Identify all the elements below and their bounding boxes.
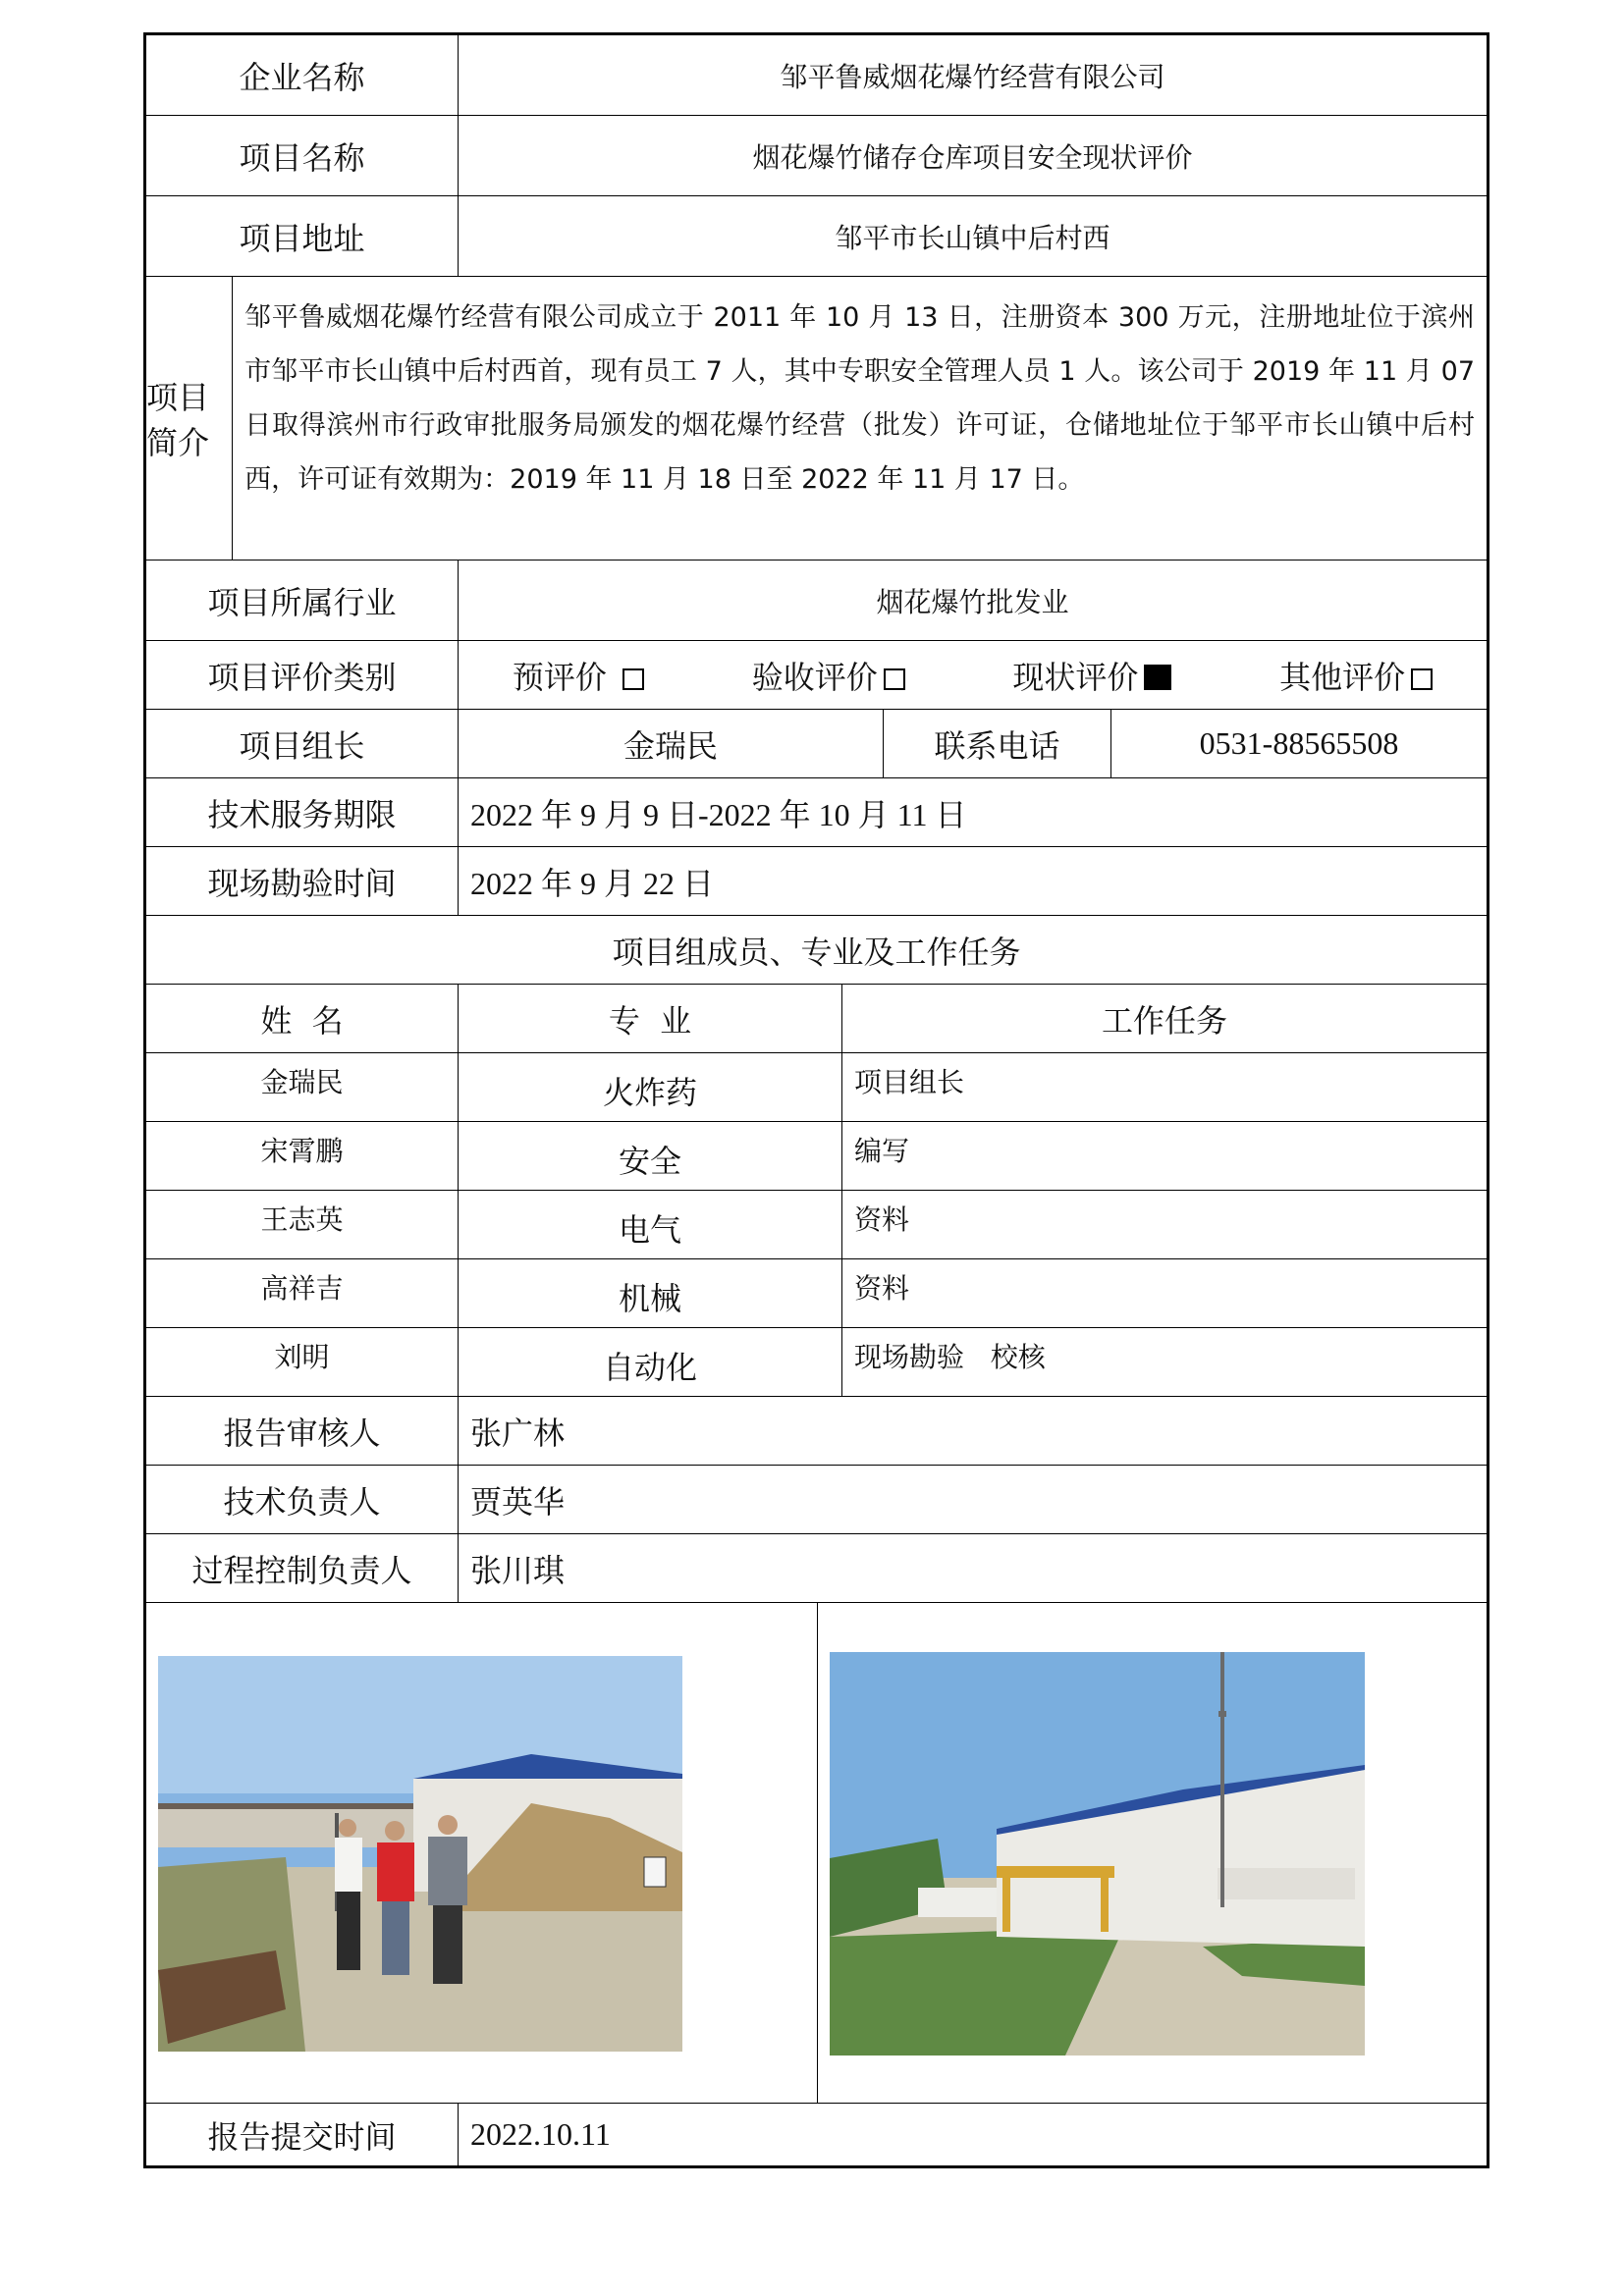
table-row: [146, 1052, 1487, 1121]
survey-value: 2022 年 9 月 22 日: [458, 847, 1487, 915]
table-row: [146, 1190, 1487, 1258]
photo-cell-right: [817, 1603, 1487, 2103]
member-task: 现场勘验 校核: [841, 1328, 1487, 1396]
checkbox-empty-icon[interactable]: [1411, 668, 1433, 690]
leader-value: 金瑞民: [458, 710, 883, 777]
submit-value: 2022.10.11: [458, 2104, 1487, 2165]
phone-label: 联系电话: [883, 710, 1110, 777]
header-profession: 专 业: [458, 985, 841, 1052]
tech-lead-label: 技术负责人: [223, 1482, 381, 1521]
member-profession: 安全: [458, 1122, 841, 1190]
member-task: 资料: [841, 1191, 1487, 1258]
table-row: [146, 1121, 1487, 1190]
member-name: 金瑞民: [260, 1066, 344, 1098]
checkbox-empty-icon[interactable]: [884, 668, 905, 690]
members-title: 项目组成员、专业及工作任务: [612, 933, 1021, 971]
row-reviewer: [146, 1396, 1487, 1465]
row-company: [146, 35, 1487, 115]
option-pre-eval[interactable]: 预评价: [513, 653, 644, 698]
checkbox-filled-icon[interactable]: [1144, 665, 1171, 690]
member-name: 高祥吉: [260, 1272, 344, 1305]
table-row: [146, 1327, 1487, 1396]
row-members-title: [146, 915, 1487, 984]
reviewer-label: 报告审核人: [223, 1414, 381, 1452]
member-profession: 自动化: [458, 1328, 841, 1396]
checkbox-empty-icon[interactable]: [623, 668, 644, 690]
row-survey: [146, 846, 1487, 915]
member-profession: 机械: [458, 1259, 841, 1327]
project-label: 项目名称: [239, 138, 365, 177]
process-control-label: 过程控制负责人: [191, 1551, 412, 1589]
evaluation-info-table: [143, 32, 1489, 2168]
site-photo-warehouse: [830, 1652, 1365, 2056]
member-task: 项目组长: [841, 1053, 1487, 1121]
member-task: 编写: [841, 1122, 1487, 1190]
company-value: 邹平鲁威烟花爆竹经营有限公司: [458, 35, 1487, 115]
row-tech-lead: [146, 1465, 1487, 1533]
member-profession: 火炸药: [458, 1053, 841, 1121]
row-intro: [146, 276, 1487, 560]
row-members-header: [146, 984, 1487, 1052]
process-control-value: 张川琪: [458, 1534, 1487, 1602]
eval-type-label: 项目评价类别: [207, 658, 397, 696]
row-address: [146, 195, 1487, 276]
member-profession: 电气: [458, 1191, 841, 1258]
period-label: 技术服务期限: [207, 795, 397, 833]
address-value: 邹平市长山镇中后村西: [458, 196, 1487, 276]
survey-label: 现场勘验时间: [207, 864, 397, 902]
eval-type-options: [458, 641, 1487, 709]
industry-value: 烟花爆竹批发业: [458, 561, 1487, 640]
table-row: [146, 1258, 1487, 1327]
submit-label: 报告提交时间: [207, 2117, 397, 2156]
leader-label: 项目组长: [239, 726, 365, 765]
row-leader: [146, 709, 1487, 777]
member-task: 资料: [841, 1259, 1487, 1327]
row-process-control: [146, 1533, 1487, 1602]
option-other-eval[interactable]: 其他评价: [1279, 653, 1433, 698]
row-eval-type: [146, 640, 1487, 709]
row-submit: [146, 2103, 1487, 2165]
project-value: 烟花爆竹储存仓库项目安全现状评价: [458, 116, 1487, 195]
row-project: [146, 115, 1487, 195]
row-photos: [146, 1602, 1487, 2103]
intro-text: 邹平鲁威烟花爆竹经营有限公司成立于 2011 年 10 月 13 日，注册资本 300 万元，注册地址位于滨州市邹平市长山镇中后村西首，现有员工 7 人，其中专职安全管理人员 1 人。该公司于 2019 年 11 月 07 日取得滨州市行政审批服务局颁发的烟花爆竹经营（批发）许可证，仓储地址位于邹平市长山镇中后村西，许可证有效期为：2019 年 11 月 18 日至 2022 年 11 月 17 日。: [232, 277, 1487, 560]
option-status-eval[interactable]: 现状评价: [1012, 653, 1171, 698]
reviewer-value: 张广林: [458, 1397, 1487, 1465]
header-task: 工作任务: [841, 985, 1487, 1052]
company-label: 企业名称: [239, 58, 365, 96]
row-period: [146, 777, 1487, 846]
intro-label: 项目简介: [146, 379, 210, 461]
phone-value: 0531-88565508: [1110, 710, 1487, 777]
industry-label: 项目所属行业: [207, 583, 397, 621]
option-acceptance-eval[interactable]: 验收评价: [752, 653, 905, 698]
member-name: 王志英: [260, 1203, 344, 1236]
member-name: 宋霄鹏: [260, 1135, 344, 1167]
photo-cell-left: [146, 1603, 817, 2103]
site-photo-team: [158, 1656, 682, 2052]
row-industry: [146, 560, 1487, 640]
address-label: 项目地址: [239, 219, 365, 257]
header-name: 姓 名: [260, 1001, 344, 1040]
period-value: 2022 年 9 月 9 日-2022 年 10 月 11 日: [458, 778, 1487, 846]
tech-lead-value: 贾英华: [458, 1466, 1487, 1533]
member-name: 刘明: [274, 1341, 330, 1373]
